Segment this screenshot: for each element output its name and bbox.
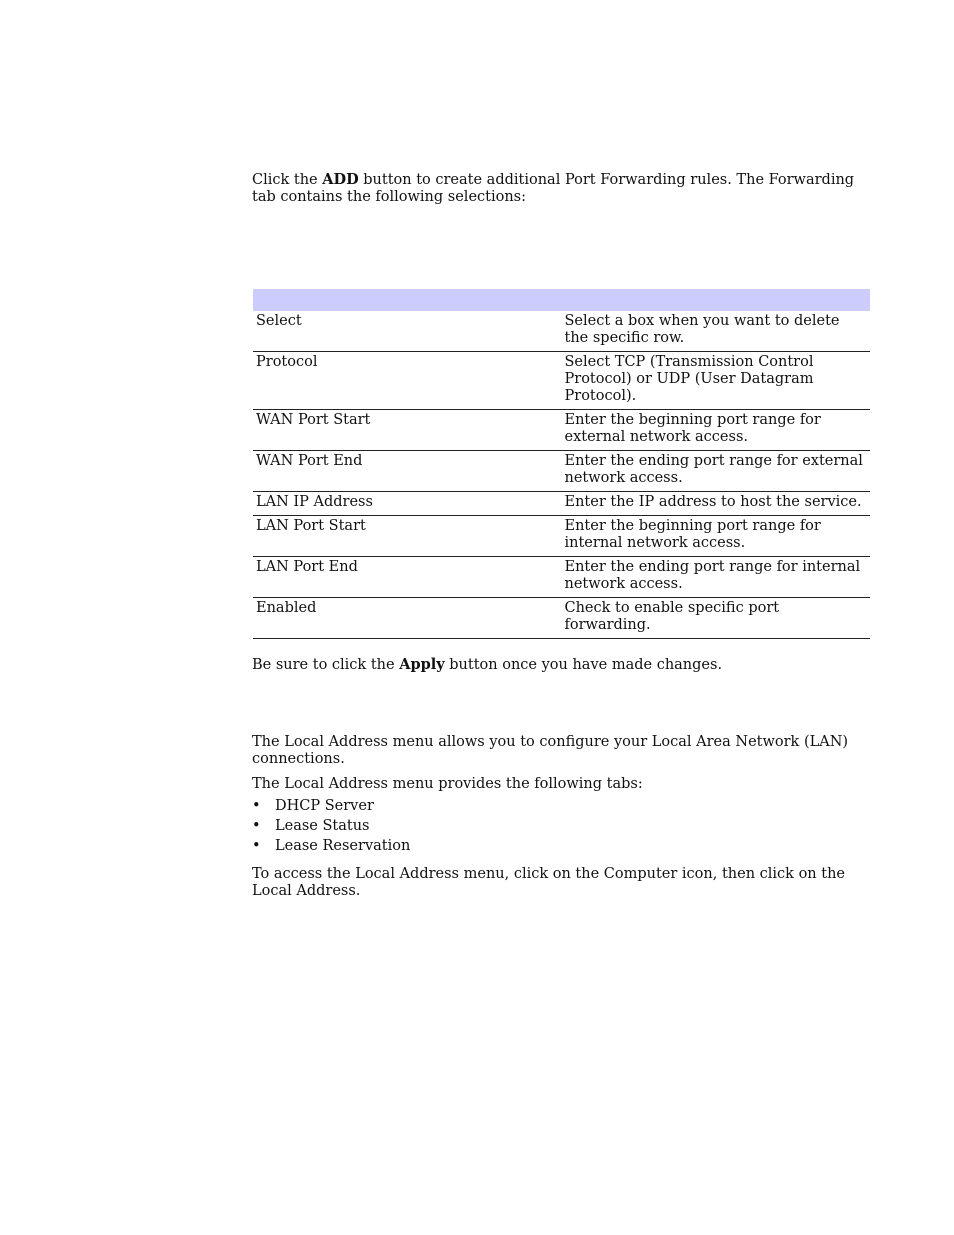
apply-note-text bbox=[252, 656, 870, 674]
local-address-access-instructions: To access the Local Address menu, click on the Computer icon, then click on the Local Address. bbox=[252, 866, 845, 899]
local-address-section bbox=[252, 734, 870, 908]
table-cell-field: Enabled bbox=[253, 598, 562, 639]
table-cell-field: LAN Port End bbox=[253, 557, 562, 598]
bullet-icon: • bbox=[252, 818, 261, 834]
table-cell-description: Check to enable specific port forwarding. bbox=[562, 598, 871, 639]
table-cell-field: LAN Port Start bbox=[253, 516, 562, 557]
apply-button-reference: Apply bbox=[399, 656, 445, 673]
list-item-label: DHCP Server bbox=[275, 798, 374, 814]
table-cell-field: LAN IP Address bbox=[253, 492, 562, 516]
table-cell-description: Select a box when you want to delete the specific row. bbox=[562, 311, 871, 352]
intro-text-before: Click the bbox=[252, 172, 323, 188]
table-cell-description: Enter the IP address to host the service. bbox=[562, 492, 871, 516]
list-item-label: Lease Status bbox=[275, 818, 370, 834]
add-button-reference: ADD bbox=[322, 171, 359, 188]
table-cell-description: Select TCP (Transmission Control Protocol) or UDP (User Datagram Protocol). bbox=[562, 352, 871, 410]
list-item bbox=[252, 836, 870, 856]
apply-note-before: Be sure to click the bbox=[252, 657, 400, 673]
table-row bbox=[253, 451, 870, 492]
table-cell-field: WAN Port Start bbox=[253, 410, 562, 451]
apply-note-paragraph bbox=[252, 656, 870, 674]
intro-text-after: button to create additional Port Forwarding rules. The Forwarding tab contains the following selections: bbox=[252, 172, 855, 205]
table-row bbox=[253, 492, 870, 516]
table-header-row bbox=[253, 289, 870, 311]
table-header bbox=[253, 289, 870, 311]
local-address-tabs-intro: The Local Address menu provides the following tabs: bbox=[252, 776, 643, 792]
list-item-label: Lease Reservation bbox=[275, 838, 411, 854]
table-cell-description: Enter the ending port range for internal network access. bbox=[562, 557, 871, 598]
table-row bbox=[253, 410, 870, 451]
table-body bbox=[253, 311, 870, 639]
bullet-icon: • bbox=[252, 798, 261, 814]
table-cell-field: WAN Port End bbox=[253, 451, 562, 492]
apply-note-after: button once you have made changes. bbox=[444, 657, 723, 673]
intro-text bbox=[252, 171, 870, 206]
table-row bbox=[253, 352, 870, 410]
table-cell-description: Enter the beginning port range for external network access. bbox=[562, 410, 871, 451]
forwarding-selections-table bbox=[253, 289, 870, 639]
local-address-tabs-list bbox=[252, 796, 870, 856]
table-row bbox=[253, 557, 870, 598]
table-row bbox=[253, 516, 870, 557]
table-row bbox=[253, 311, 870, 352]
local-address-intro: The Local Address menu allows you to configure your Local Area Network (LAN) connections. bbox=[252, 734, 849, 767]
table-cell-field: Select bbox=[253, 311, 562, 352]
table-cell-description: Enter the beginning port range for internal network access. bbox=[562, 516, 871, 557]
table-cell-description: Enter the ending port range for external network access. bbox=[562, 451, 871, 492]
table-row bbox=[253, 598, 870, 639]
intro-paragraph bbox=[252, 171, 870, 206]
table-header-cell-field bbox=[253, 289, 562, 311]
bullet-icon: • bbox=[252, 838, 261, 854]
list-item bbox=[252, 796, 870, 816]
table-cell-field: Protocol bbox=[253, 352, 562, 410]
list-item bbox=[252, 816, 870, 836]
table-header-cell-description bbox=[562, 289, 871, 311]
